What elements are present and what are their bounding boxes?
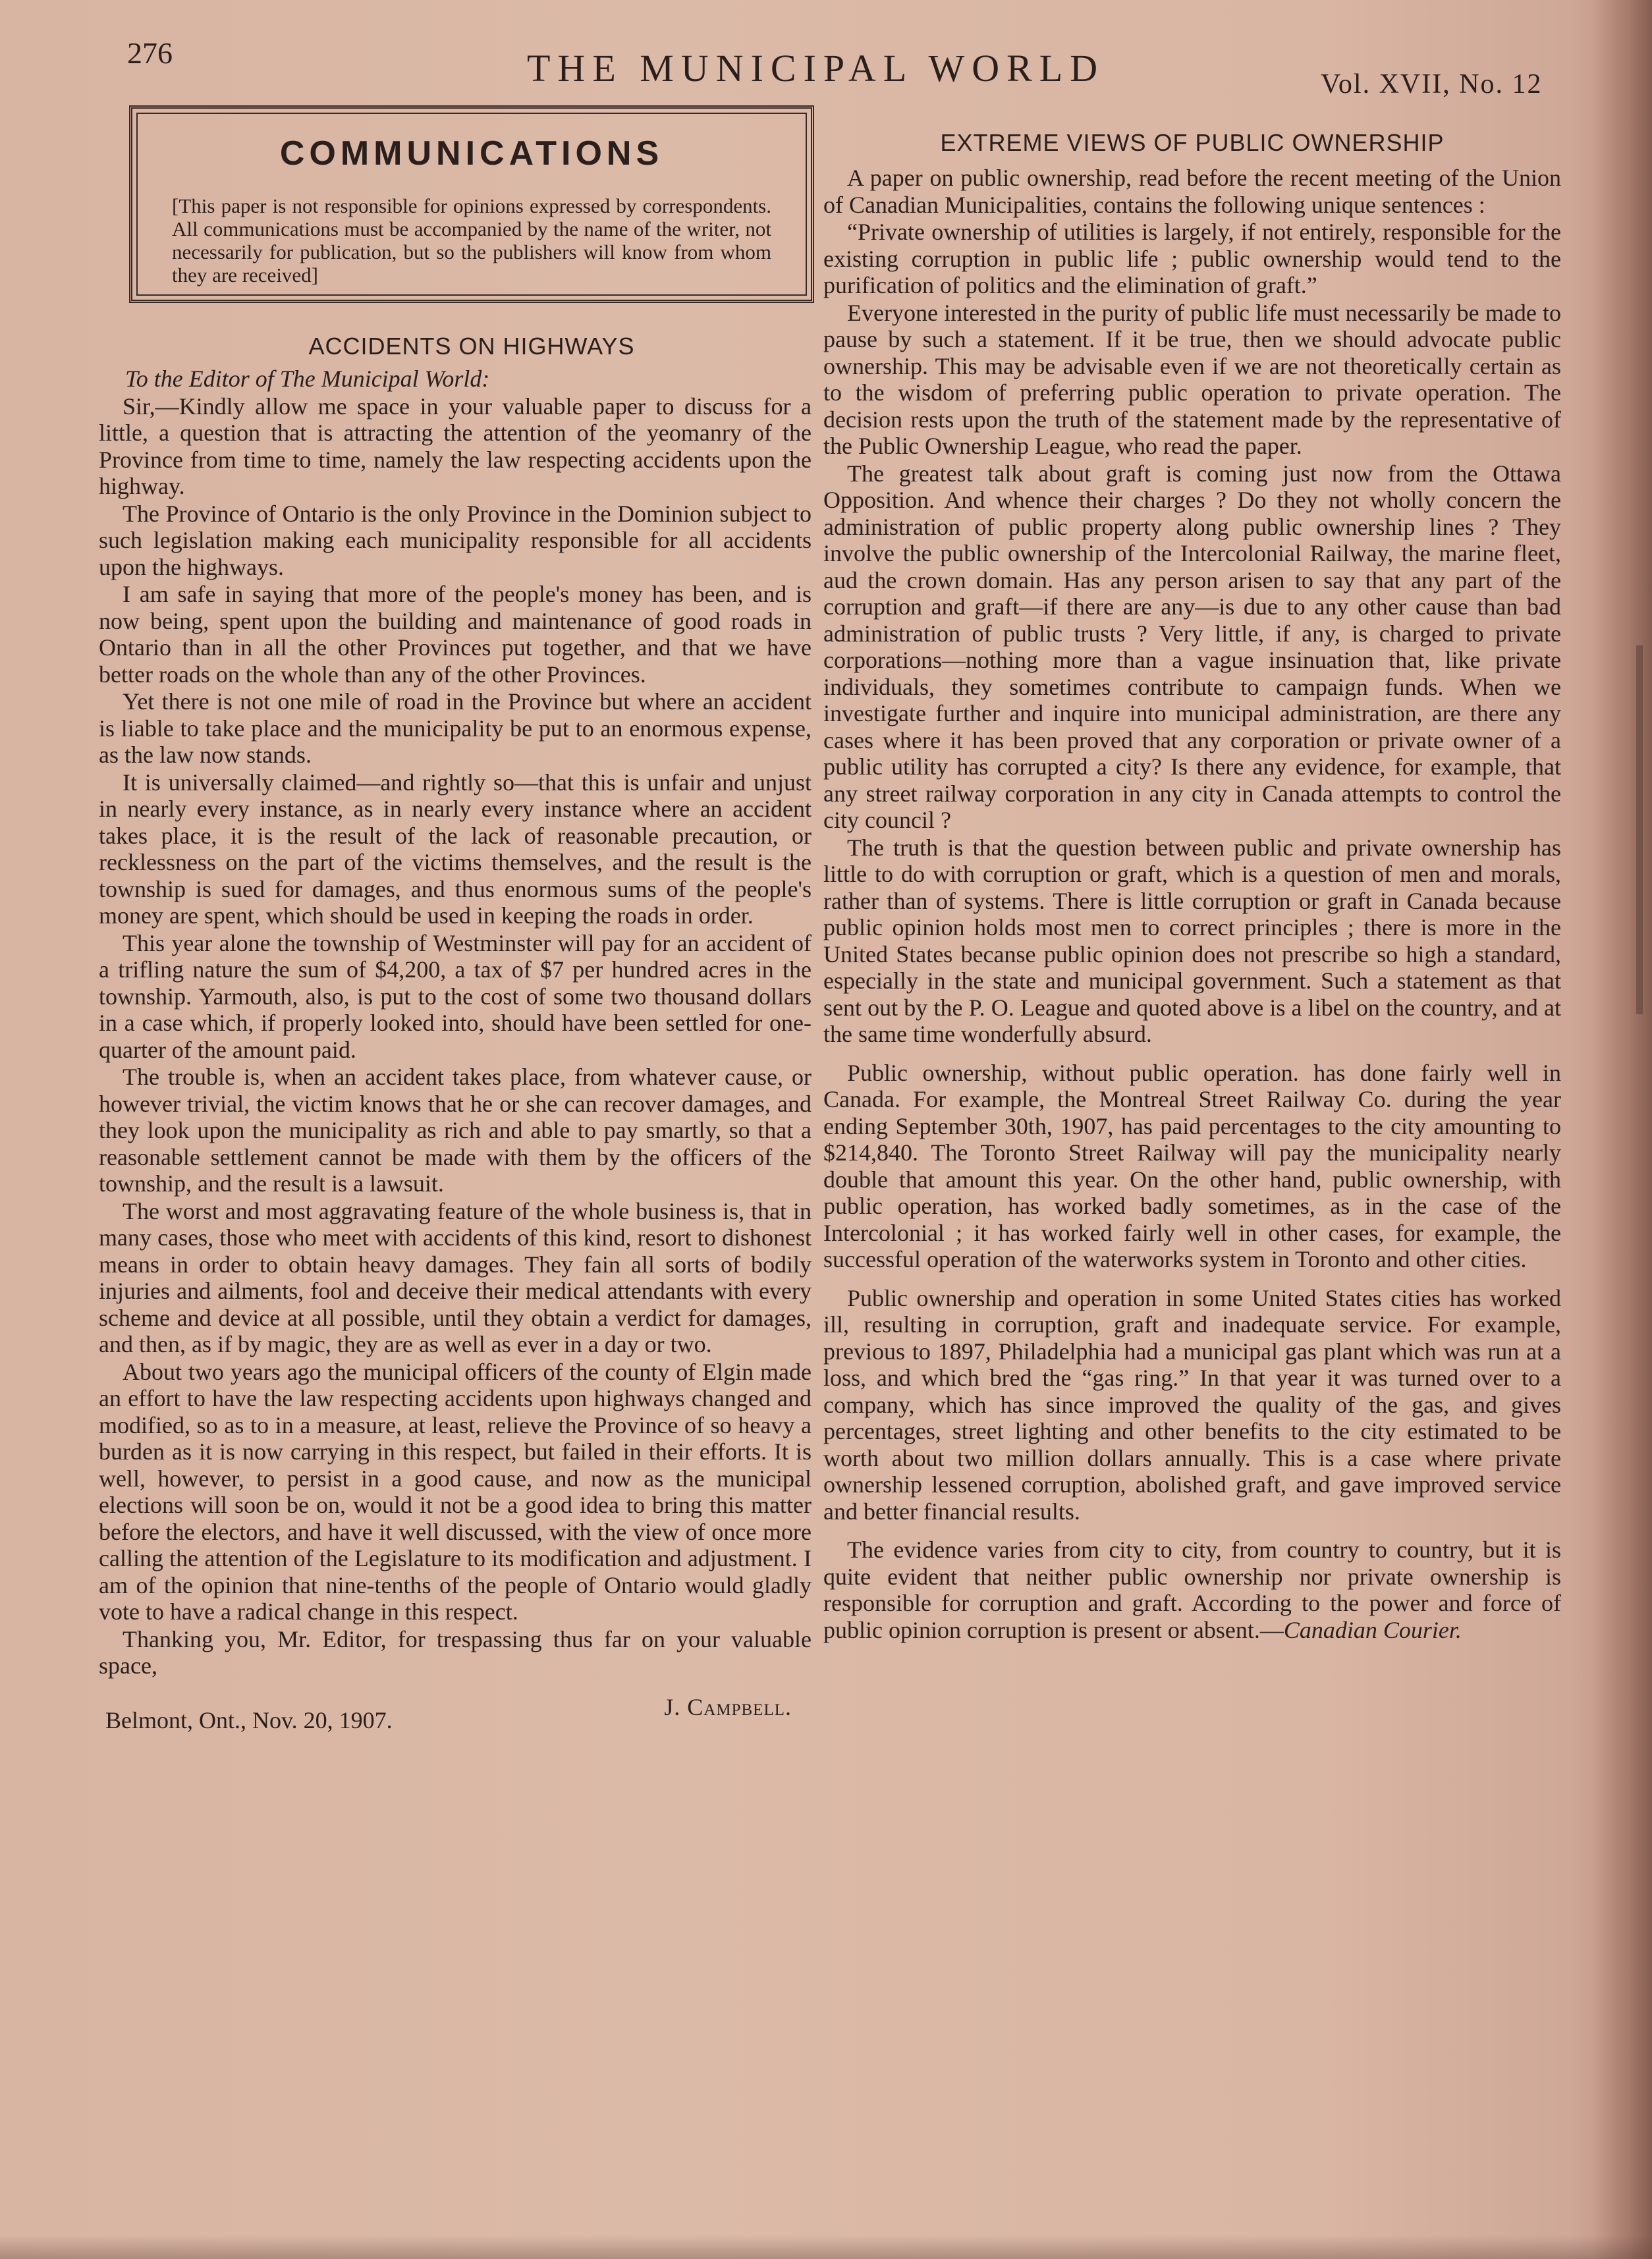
left-paragraph: Yet there is not one mile of road in the Province but where an accident is liable to take place and the municipality be put to an enormous expense, as the law now stands. (99, 688, 812, 768)
right-paragraph: “Private ownership of utilities is largely, if not entirely, responsible for the existing corruption in public life ; public ownership would tend to the purification of politics and the elimination of graft.” (823, 219, 1561, 298)
communications-disclaimer: [This paper is not responsible for opinions expressed by correspondents. All communications must be accompanied by the name of the writer, not necessarily for publication, but so the publishers will know from whom they are received] (172, 194, 771, 286)
communications-title: COMMUNICATIONS (279, 134, 664, 173)
page-bottom-edge (0, 2235, 1652, 2259)
page-spine-shadow (1593, 0, 1652, 2259)
left-article-body (99, 366, 812, 1753)
right-paragraph: The truth is that the question between public and private ownership has little to do with corruption or graft, which is a question of men and morals, rather than of systems. There is little corruption or graft in Canada because public opinion holds most men to correct principles ; there is more in the United States becanse public opinion does not prescribe so high a standard, especially in the state and municipal government. Such a statement as that sent out by the P. O. League and quoted above is a libel on the country, and at the same time wonderfully absurd. (823, 834, 1561, 1047)
left-paragraph: The worst and most aggravating feature of the whole business is, that in many cases, those who meet with accidents of this kind, resort to dishonest means in order to obtain heavy damages. They fain all sorts of bodily injuries and ailments, fool and deceive their medical attendants with every scheme and device at all possible, until they obtain a verdict for damages, and then, as if by magic, they are as well as ever in a day or two. (99, 1197, 812, 1357)
left-paragraph: I am safe in saying that more of the people's money has been, and is now being, spent upon the building and maintenance of good roads in Ontario than in all the other Provinces put together, and that we have better roads on the whole than any of the other Provinces. (99, 581, 812, 688)
right-article-heading: EXTREME VIEWS OF PUBLIC OWNERSHIP (940, 129, 1445, 156)
right-paragraph: A paper on public ownership, read before the recent meeting of the Union of Canadian Municipalities, contains the following unique sentences : (823, 165, 1561, 218)
article-source-credit: Canadian Courier. (1283, 1616, 1462, 1643)
page-number: 276 (127, 36, 173, 70)
masthead-title: THE MUNICIPAL WORLD (527, 47, 1105, 90)
left-article-heading: ACCIDENTS ON HIGHWAYS (308, 333, 635, 360)
volume-number: Vol. XVII, No. 12 (1321, 69, 1543, 99)
right-paragraph: Public ownership and operation in some United States cities has worked ill, resulting in corruption, graft and inadequate service. For example, previous to 1897, Philadelphia had a municipal gas plant which was run at a loss, and which bred the “gas ring.” In that year it was turned over to a company, which has since improved the quality of the gas, and gives percentages, street lighting and other benefits to the city estimated to be worth about two million dollars annually. This is a case where private ownership lessened corruption, abolished graft, and gave improved service and better financial results. (823, 1284, 1561, 1525)
page-header (0, 0, 1652, 105)
letter-signature-block (99, 1694, 812, 1753)
left-paragraph: It is universally claimed—and rightly so—that this is unfair and unjust in nearly every instance, as in nearly every instance where an accident takes place, it is the result of the lack of reasonable precaution, or recklessness on the part of the victims themselves, and the result is the township is sued for damages, and thus enormous sums of the people's money are spent, which should be used in keeping the roads in order. (99, 769, 812, 929)
right-paragraph: Public ownership, without public operation. has done fairly well in Canada. For example, the Montreal Street Railway Co. during the year ending September 30th, 1907, has paid percentages to the city amounting to $214,840. The Toronto Street Railway will pay the municipality nearly double that amount this year. On the other hand, public ownership, with public operation, has worked badly sometimes, as in the case of the Intercolonial ; it has worked fairly well in other cases, for example, the successful operation of the waterworks system in Toronto and other cities. (823, 1059, 1561, 1272)
right-article-body (823, 165, 1561, 1643)
left-paragraph: The Province of Ontario is the only Province in the Dominion subject to such legislation making each municipality responsible for all accidents upon the highways. (99, 500, 812, 580)
left-paragraph: This year alone the township of Westminster will pay for an accident of a trifling nature the sum of $4,200, a tax of $7 per hundred acres in the township. Yarmouth, also, is put to the cost of some two thousand dollars in a case which, if properly looked into, should have been settled for one-quarter of the amount paid. (99, 929, 812, 1063)
right-paragraph-final (823, 1537, 1561, 1643)
right-paragraph: The greatest talk about graft is coming just now from the Ottawa Opposition. And whence their charges ? Do they not wholly concern the administration of public property along public ownership lines ? They involve the public ownership of the Intercolonial Railway, the marine fleet, aud the crown domain. Has any person arisen to say that any part of the corruption and graft—if there are any—is due to any other cause than bad administration of public trusts ? Very little, if any, is charged to private corporations—nothing more than a vague insinuation that, like private individuals, they sometimes contribute to campaign funds. When we investigate further and inquire into municipal administration, are there any cases where it has been proved that any corporation or private owner of a public utility has corrupted a city? Is there any evidence, for example, that any street railway corporation in any city in Canada attempts to control the city council ? (823, 460, 1561, 833)
letter-dateline: Belmont, Ont., Nov. 20, 1907. (105, 1706, 393, 1733)
left-paragraph: Sir,—Kindly allow me space in your valuable paper to discuss for a little, a question that is attracting the attention of the yeomanry of the Province from time to time, namely the law respecting accidents upon the highway. (99, 393, 812, 499)
left-paragraph: Thanking you, Mr. Editor, for trespassing thus far on your valuable space, (99, 1625, 812, 1679)
binding-strip (1636, 645, 1643, 1014)
left-paragraph: The trouble is, when an accident takes place, from whatever cause, or however trivial, the victim knows that he or she can recover damages, and they look upon the municipality as rich and able to pay smartly, so that a reasonable settlement cannot be made with them by the officers of the township, and the result is a lawsuit. (99, 1064, 812, 1197)
communications-box (129, 105, 814, 303)
letter-signature-name: J. Campbell. (664, 1693, 792, 1720)
right-paragraph-text: The evidence varies from city to city, from country to country, but it is quite evident that neither public ownership nor private ownership is responsible for corruption and graft. According to the power and force of public opinion corruption is present or absent.— (823, 1537, 1561, 1643)
right-paragraph: Everyone interested in the purity of public life must necessarily be made to pause by such a statement. If it be true, then we should advocate public ownership. This may be advisable even if we are not theoretically certain as to the wisdom of preferring public operation to private operation. The decision rests upon the truth of the statement made by the representative of the Public Ownership League, who read the paper. (823, 299, 1561, 459)
letter-salutation: To the Editor of The Municipal World: (125, 366, 490, 392)
left-paragraph: About two years ago the municipal officers of the county of Elgin made an effort to have the law respecting accidents upon highways changed and modified, so as to in a measure, at least, relieve the Province of so heavy a burden as it is now carrying in this respect, but failed in their efforts. It is well, however, to persist in a good cause, and now as the municipal elections will soon be on, would it not be a good idea to bring this matter before the electors, and have it well discussed, with the view of once more calling the attention of the Legislature to its modification and adjustment. I am of the opinion that nine-tenths of the people of Ontario would gladly vote to have a radical change in this respect. (99, 1358, 812, 1625)
